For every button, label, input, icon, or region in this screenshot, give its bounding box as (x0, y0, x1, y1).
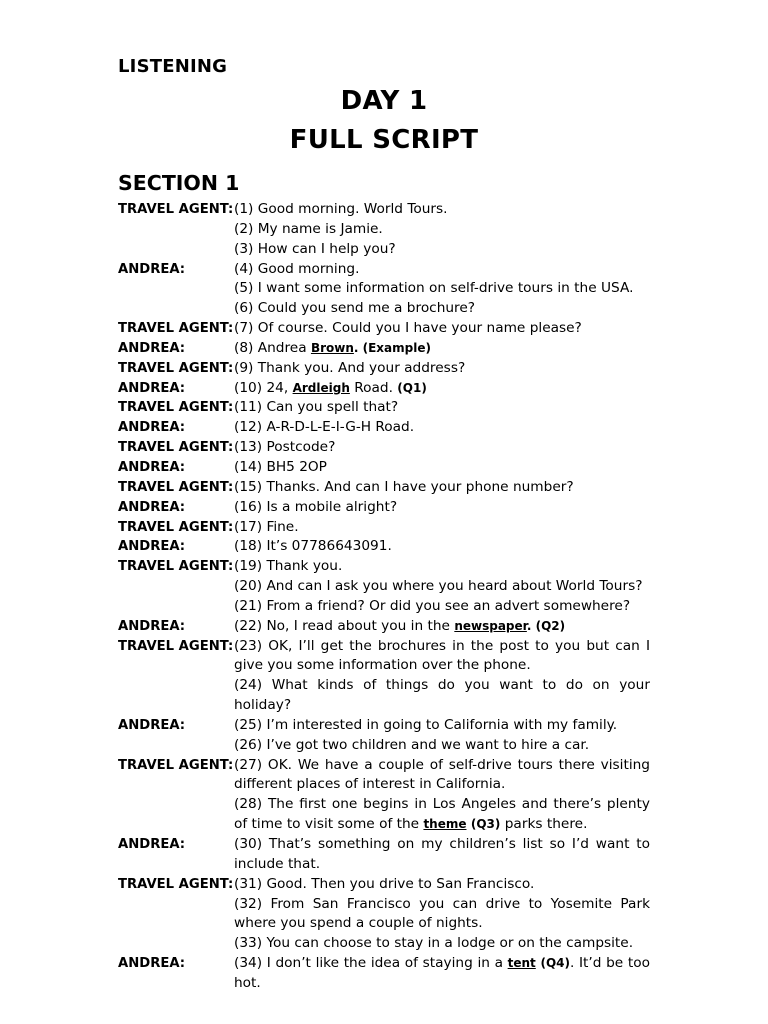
speaker-label: ANDREA: (118, 459, 186, 475)
answer-word: newspaper (454, 618, 527, 633)
dialogue-row (118, 359, 650, 379)
line-text: (28) The first one begins in Los Angeles and there’s plenty of time to visit some of the (234, 796, 650, 833)
line-text: (15) Thanks. And can I have your phone number? (234, 478, 574, 495)
line-text: (24) What kinds of things do you want to do on your holiday? (234, 677, 650, 714)
dialogue-lines (234, 617, 650, 637)
dialogue-row (118, 438, 650, 458)
answer-word: theme (423, 817, 467, 832)
question-tag: . (Q2) (526, 618, 566, 633)
dialogue-line (234, 478, 650, 498)
dialogue-line (234, 398, 650, 418)
dialogue-lines (234, 418, 650, 438)
listening-label: LISTENING (118, 56, 228, 77)
dialogue-lines (234, 756, 650, 835)
dialogue-line (234, 418, 650, 438)
dialogue-lines (234, 200, 650, 260)
line-text: . It’d be too hot. (234, 955, 650, 991)
dialogue-row (118, 319, 650, 339)
dialogue-line (234, 240, 650, 260)
dialogue-line (234, 577, 650, 597)
dialogue-row (118, 478, 650, 498)
line-text: (4) Good morning. (234, 260, 360, 277)
line-text: (8) Andrea (234, 339, 311, 356)
line-text: (5) I want some information on self-drive tours in the USA. (234, 280, 634, 297)
dialogue-line (234, 795, 650, 835)
answer-word: Brown (310, 340, 354, 355)
speaker-label: TRAVEL AGENT: (118, 757, 234, 773)
dialogue-line (234, 676, 650, 716)
dialogue-lines (234, 637, 650, 716)
dialogue-lines (234, 458, 650, 478)
dialogue-lines (234, 537, 650, 557)
dialogue-lines (234, 835, 650, 875)
line-text: (12) A-R-D-L-E-I-G-H Road. (234, 419, 415, 436)
question-tag: (Q1) (397, 380, 427, 395)
speaker-label: TRAVEL AGENT: (118, 321, 234, 337)
dialogue-row (118, 954, 650, 994)
speaker-label: TRAVEL AGENT: (118, 559, 234, 575)
section-heading: SECTION 1 (118, 171, 240, 195)
dialogue-row (118, 756, 650, 835)
dialogue-row (118, 875, 650, 954)
line-text: (33) You can choose to stay in a lodge or on the campsite. (234, 935, 634, 952)
dialogue-line (234, 736, 650, 756)
dialogue-lines (234, 478, 650, 498)
dialogue-line (234, 518, 650, 538)
dialogue-line (234, 319, 650, 339)
dialogue-row (118, 398, 650, 418)
line-text: (16) Is a mobile alright? (234, 498, 398, 515)
line-text: (32) From San Francisco you can drive to Yosemite Park where you spend a couple of nights. (234, 895, 650, 932)
speaker-label: TRAVEL AGENT: (118, 876, 234, 892)
line-text: (23) OK, I’ll get the brochures in the post to you but can I give you some information over the phone. (234, 637, 650, 674)
question-tag: (Q3) (470, 817, 501, 832)
dialogue-row (118, 637, 650, 716)
dialogue-line (234, 279, 650, 299)
dialogue-line (234, 498, 650, 518)
dialogue-line (234, 299, 650, 319)
line-text: (18) It’s 07786643091. (234, 538, 392, 555)
speaker-label: TRAVEL AGENT: (118, 479, 234, 495)
script-body (118, 200, 650, 994)
dialogue-line (234, 954, 650, 994)
answer-word: Ardleigh (292, 380, 350, 395)
line-text: (22) No, I read about you in the (234, 617, 455, 634)
line-text: (14) BH5 2OP (234, 458, 327, 475)
day-title: DAY 1 (340, 86, 428, 116)
dialogue-line (234, 200, 650, 220)
line-text: (31) Good. Then you drive to San Francisco. (234, 875, 535, 892)
dialogue-row (118, 458, 650, 478)
dialogue-lines (234, 438, 650, 458)
dialogue-line (234, 597, 650, 617)
dialogue-lines (234, 954, 650, 994)
dialogue-row (118, 537, 650, 557)
speaker-label: ANDREA: (118, 717, 186, 733)
line-text: (30) That’s something on my children’s list so I’d want to include that. (234, 836, 650, 872)
answer-word: tent (507, 956, 536, 971)
line-text: (21) From a friend? Or did you see an advert somewhere? (234, 597, 631, 614)
line-text: parks there. (500, 816, 588, 833)
dialogue-line (234, 637, 650, 677)
dialogue-lines (234, 716, 650, 756)
speaker-label: TRAVEL AGENT: (118, 440, 234, 456)
dialogue-lines (234, 260, 650, 320)
dialogue-line (234, 339, 650, 359)
line-text: (26) I’ve got two children and we want to hire a car. (234, 736, 590, 753)
dialogue-lines (234, 319, 650, 339)
line-text: (11) Can you spell that? (234, 399, 399, 416)
line-text: (10) 24, (234, 379, 293, 396)
speaker-label: ANDREA: (118, 837, 186, 852)
speaker-label: ANDREA: (118, 420, 186, 436)
dialogue-row (118, 518, 650, 538)
line-text: (7) Of course. Could you I have your name please? (234, 320, 582, 337)
dialogue-lines (234, 398, 650, 418)
dialogue-line (234, 756, 650, 796)
speaker-label: TRAVEL AGENT: (118, 638, 234, 654)
dialogue-row (118, 339, 650, 359)
dialogue-row (118, 498, 650, 518)
dialogue-row (118, 418, 650, 438)
line-text: (27) OK. We have a couple of self-drive tours there visiting different places of interest in California. (234, 756, 650, 793)
dialogue-line (234, 617, 650, 637)
line-text: (3) How can I help you? (234, 240, 396, 257)
speaker-label: ANDREA: (118, 956, 186, 972)
dialogue-row (118, 557, 650, 617)
speaker-label: ANDREA: (118, 340, 186, 356)
question-tag: . (Example) (353, 340, 431, 355)
dialogue-line (234, 895, 650, 935)
dialogue-line (234, 537, 650, 557)
dialogue-lines (234, 518, 650, 538)
dialogue-lines (234, 557, 650, 617)
dialogue-row (118, 716, 650, 756)
dialogue-row (118, 617, 650, 637)
dialogue-lines (234, 379, 650, 399)
line-text: (17) Fine. (234, 518, 299, 535)
speaker-label: TRAVEL AGENT: (118, 519, 234, 535)
dialogue-line (234, 557, 650, 577)
dialogue-line (234, 716, 650, 736)
line-text: (34) I don’t like the idea of staying in a (234, 955, 508, 972)
line-text: (9) Thank you. And your address? (234, 359, 466, 376)
line-text: Road. (349, 379, 398, 396)
line-text: (6) Could you send me a brochure? (234, 300, 476, 317)
line-text: (13) Postcode? (234, 439, 336, 456)
speaker-label: ANDREA: (118, 539, 186, 555)
dialogue-lines (234, 339, 650, 359)
dialogue-line (234, 220, 650, 240)
dialogue-line (234, 934, 650, 954)
line-text: (1) Good morning. World Tours. (234, 201, 448, 217)
dialogue-line (234, 875, 650, 895)
dialogue-row (118, 200, 650, 260)
line-text: (2) My name is Jamie. (234, 220, 383, 237)
dialogue-line (234, 438, 650, 458)
full-script-title: FULL SCRIPT (289, 125, 479, 155)
speaker-label: ANDREA: (118, 261, 186, 277)
dialogue-row (118, 260, 650, 320)
line-text: (19) Thank you. (234, 558, 343, 575)
question-tag: (Q4) (540, 956, 570, 971)
speaker-label: TRAVEL AGENT: (118, 360, 234, 376)
speaker-label: ANDREA: (118, 618, 186, 634)
dialogue-line (234, 379, 650, 399)
dialogue-lines (234, 498, 650, 518)
dialogue-line (234, 260, 650, 280)
speaker-label: ANDREA: (118, 499, 186, 515)
dialogue-line (234, 835, 650, 875)
speaker-label: ANDREA: (118, 380, 186, 396)
dialogue-lines (234, 359, 650, 379)
dialogue-lines (234, 875, 650, 954)
line-text: (25) I’m interested in going to California with my family. (234, 716, 618, 733)
speaker-label: TRAVEL AGENT: (118, 202, 234, 217)
dialogue-row (118, 379, 650, 399)
dialogue-line (234, 458, 650, 478)
line-text: (20) And can I ask you where you heard about World Tours? (234, 578, 643, 595)
dialogue-row (118, 835, 650, 875)
speaker-label: TRAVEL AGENT: (118, 400, 234, 416)
dialogue-line (234, 359, 650, 379)
